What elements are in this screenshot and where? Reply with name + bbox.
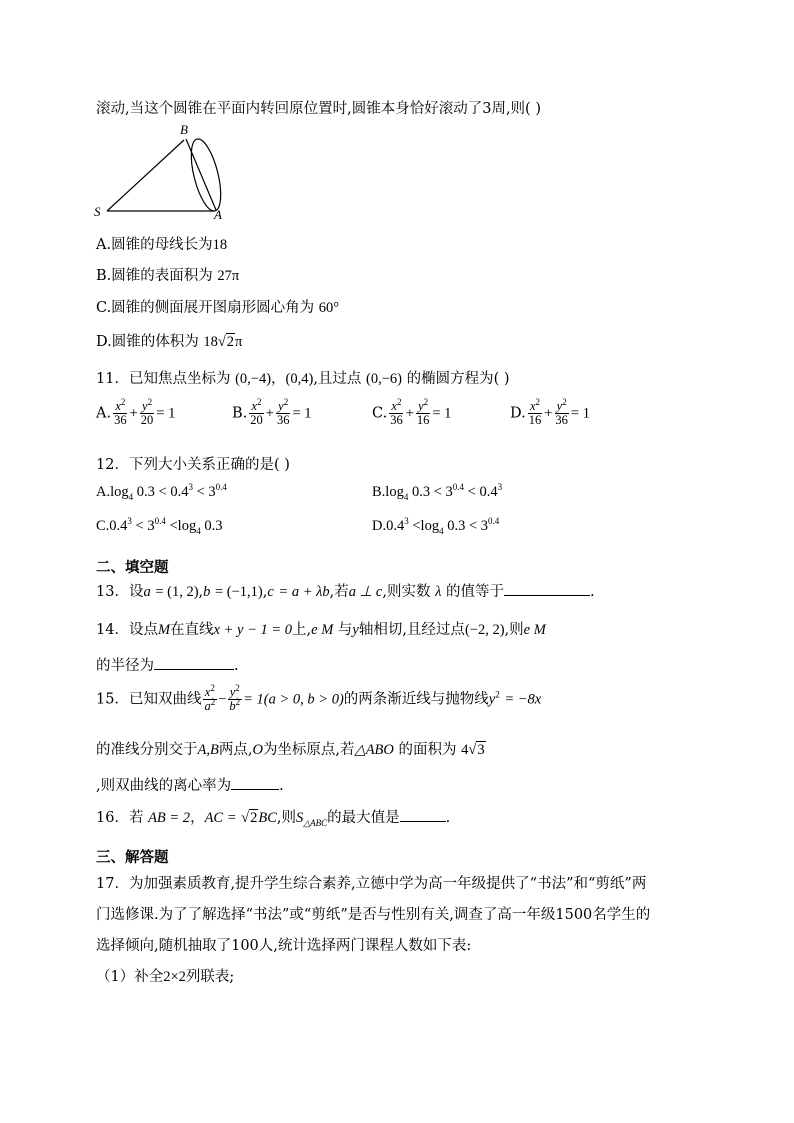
q11-option-A: A. $\frac{x^2}{36}$ + $\frac{y^2}{20}$ = 1 [96,396,176,427]
q17-part1: （1）补全2×2列联表; [96,969,235,985]
q11-option-C: C. $\frac{x^2}{36}$ + $\frac{y^2}{16}$ = 1 [372,396,452,427]
q10-option-C: C.圆锥的侧面展开图扇形圆心角为 60° [96,300,340,316]
q17-line3: 选择倾向,随机抽取了100人,统计选择两门课程人数如下表: [96,938,472,954]
q11-option-D: D. $\frac{x^2}{16}$ + $\frac{y^2}{36}$ = 1 [510,396,590,427]
q16-stem: 16．若 AB = 2，AC = √2BC,则$S_{\triangle ABC}$的最大值是 . [96,810,451,828]
section-fill-in-heading: 二、填空题 [96,560,169,576]
q11-stem: 11．已知焦点坐标为 (0,−4)，(0,4),且过点 (0,−6) 的椭圆方程为( ) [96,371,510,387]
label-A: A [214,207,222,222]
q10-option-B: B.圆锥的表面积为 27π [96,268,240,284]
q14-stem-line2: 的半径为 . [96,658,239,674]
q15-stem-line2: 的准线分别交于A,B两点,O为坐标原点,若△ABO 的面积为 4√3 [96,742,485,758]
label-B: B [180,122,188,137]
q17-line2: 门选修课.为了了解选择“书法”或“剪纸”是否与性别有关,调查了高一年级1500名学生的 [96,907,651,923]
q14-stem-line1: 14．设点M在直线x + y − 1 = 0上,e M 与y轴相切,且经过点(−2, 2),则e M [96,622,546,638]
section-answer-heading: 三、解答题 [96,850,169,866]
label-S: S [94,204,101,219]
q12-option-B: $B.\log_4$ $0.3 < 3^{0.4} < 0.4^3$ [372,482,503,502]
q10-stem-tail: 滚动,当这个圆锥在平面内转回原位置时,圆锥本身恰好滚动了3周,则( ) [96,101,541,117]
q11-option-B: B. $\frac{x^2}{20}$ + $\frac{y^2}{36}$ = 1 [232,396,312,427]
q12-option-D: $D.0.4^3 <\log_4$ $0.3 < 3^{0.4}$ [372,516,500,536]
q12-option-A: $A.\log_4$ $0.3 < 0.4^3 < 3^{0.4}$ [96,482,227,502]
q15-stem-line3: ,则双曲线的离心率为 . [96,778,284,794]
q12-stem: 12．下列大小关系正确的是( ) [96,457,290,473]
cone-figure [90,122,240,222]
q17-line1: 17．为加强素质教育,提升学生综合素养,立德中学为高一年级提供了“书法”和“剪纸”两 [96,876,647,892]
q10-option-A: A.圆锥的母线长为18 [96,237,228,253]
q15-stem-line1: 15．已知双曲线 $\frac{x^2}{a^2}$ − $\frac{y^2}{b^2}$ = 1(a > 0, b > 0)的两条渐近线与抛物线$y^2 = -8x$ [96,682,542,713]
q13-stem: 13．设a = (1, 2),b = (−1,1),c = a + λb,若a ⊥ c,则实数 λ 的值等于 . [96,584,595,600]
q10-option-D: D.圆锥的体积为 18√2π [96,334,243,350]
q12-option-C: $C.0.4^3 < 3^{0.4} <\log_4$ 0.3 [96,516,223,536]
